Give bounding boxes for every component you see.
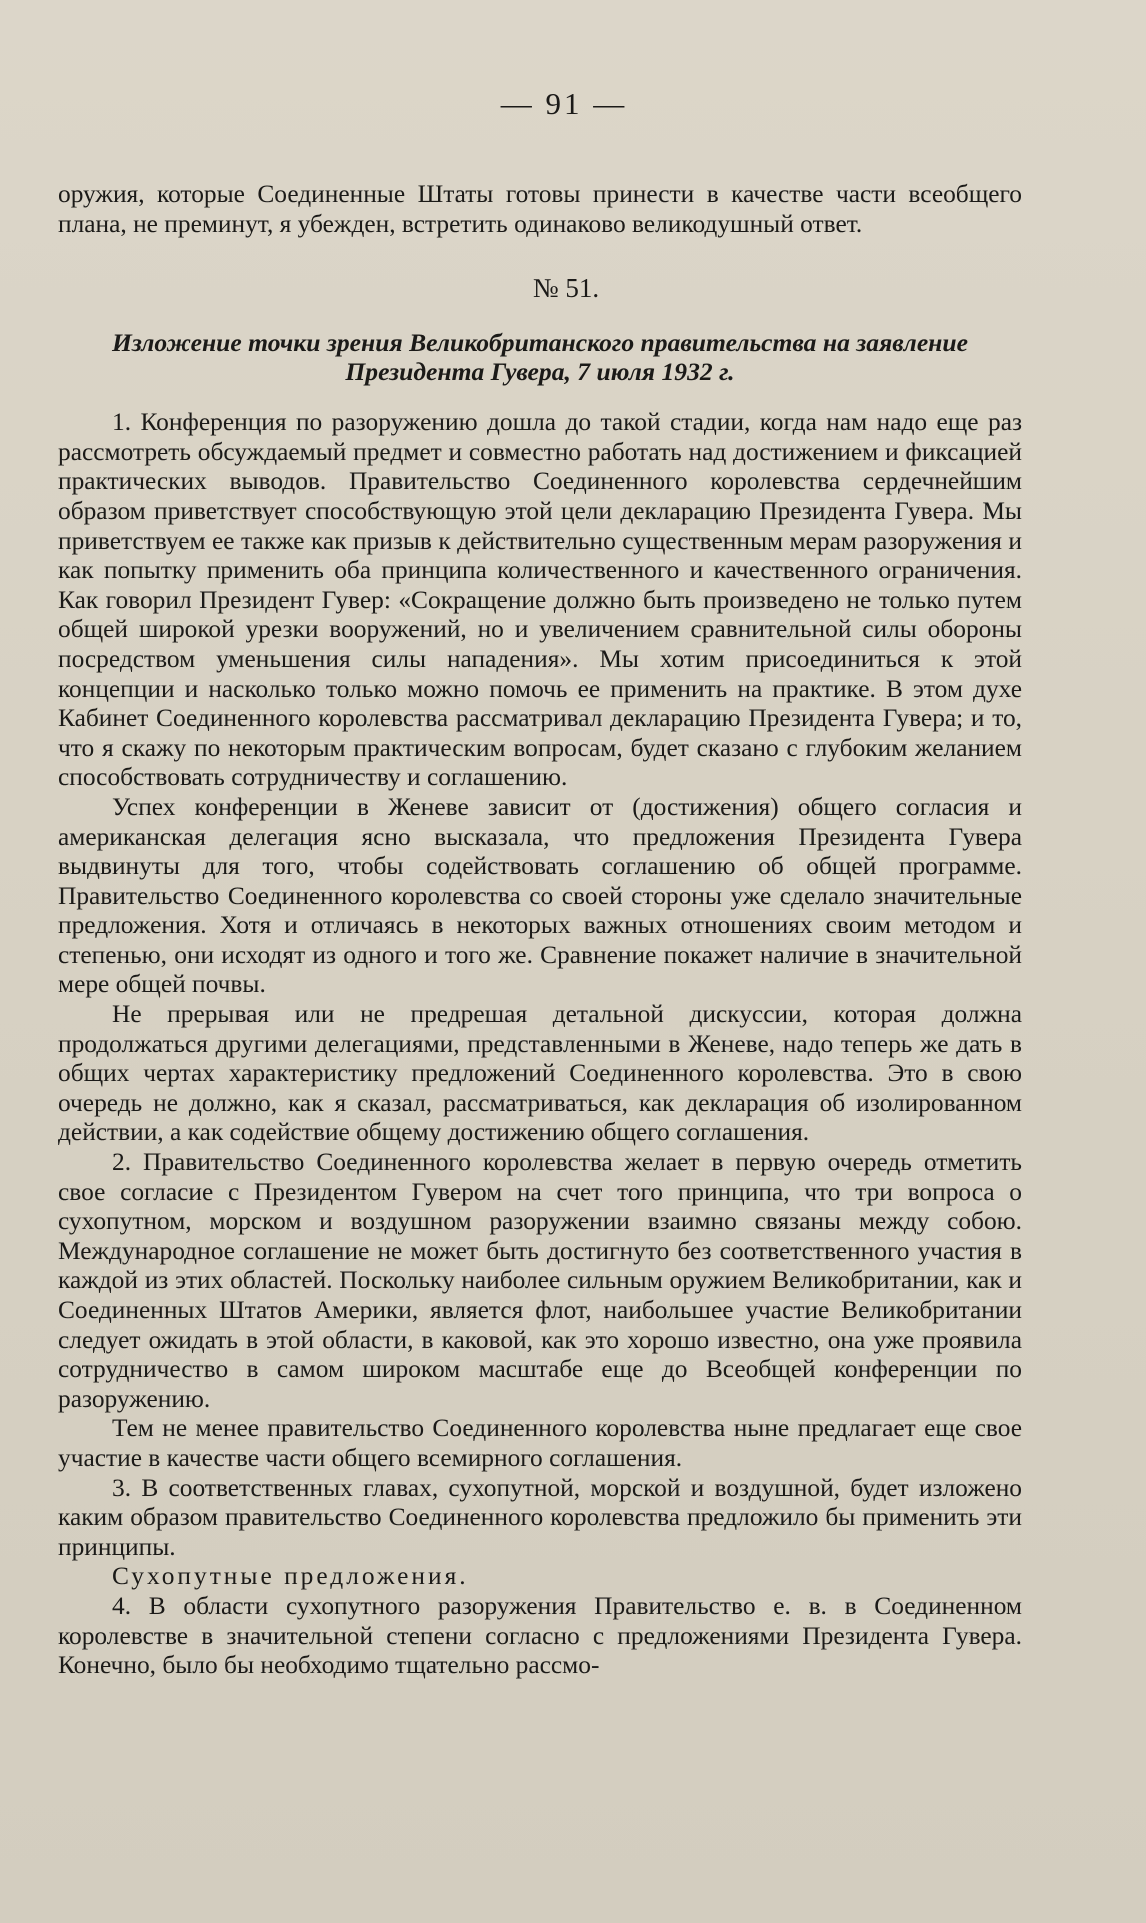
page-number: — 91 — [500, 86, 628, 121]
document-number: № 51. [532, 273, 600, 304]
paragraph-2: Успех конференции в Женеве зависит от (достижения) общего согласия и американская делегация ясно высказала, что предложения Президента Гувера выдвинуты для того, чтобы содействовать соглашению об общей программе. Правительство Соединенного королевства со своей стороны уже сделало значительные предложения. Хотя и отличаясь в некоторых важных отношениях своим методом и степенью, они исходят из одного и того же. Сравнение покажет наличие в значительной мере общей почвы. [58, 792, 1022, 999]
paragraph-1: 1. Конференция по разоружению дошла до такой стадии, когда нам надо еще раз рассмотреть обсуждаемый предмет и совместно работать над достижением и фиксацией практических выводов. Правительство Соединенного королевства сердечнейшим образом приветствует способствующую этой цели декларацию Президента Гувера. Мы приветствуем ее также как призыв к действительно существенным мерам разоружения и как попытку применить оба принципа количественного и качественного ограничения. Как говорил Президент Гувер: «Сокращение должно быть произведено не только путем общей широкой урезки вооружений, но и увеличением сравнительной силы обороны посредством уменьшения силы нападения». Мы хотим присоединиться к этой концепции и насколько только можно помочь ее применить на практике. В этом духе Кабинет Соединенного королевства рассматривал декларацию Президента Гувера; и то, что я скажу по некоторым практическим вопросам, будет сказано с глубоким желанием способствовать сотрудничеству и соглашению. [58, 408, 1022, 792]
document-title: Изложение точки зрения Великобританского правительства на заявление Президента Гувера, 7 июля 1932 г. [112, 328, 968, 387]
intro-paragraph: оружия, которые Соединенные Штаты готовы принести в качестве части всеобщего плана, не преминут, я убежден, встретить одинаково великодушный ответ. [58, 180, 1022, 238]
paragraph-3: Не прерывая или не предрешая детальной дискуссии, которая должна продолжаться другими делегациями, представленными в Женеве, надо теперь же дать в общих чертах характеристику предложений Соединенного королевства. Это в свою очередь не должно, как я сказал, рассматриваться, как декларация об изолированном действии, а как содействие общему достижению общего соглашения. [58, 1000, 1022, 1147]
paragraph-5: Тем не менее правительство Соединенного королевства ныне предлагает еще свое участие в качестве части общего всемирного соглашения. [58, 1414, 1022, 1472]
paragraph-8: 4. В области сухопутного разоружения Правительство е. в. в Соединенном королевстве в значительной степени согласно с предложениями Президента Гувера. Конечно, было бы необходимо тщательно рассмо- [58, 1591, 1022, 1680]
paragraph-6: 3. В соответственных главах, сухопутной, морской и воздушной, будет изложено каким образом правительство Соединенного королевства предложило бы применить эти принципы. [58, 1473, 1022, 1561]
paragraph-4: 2. Правительство Соединенного королевства желает в первую очередь отметить свое согласие с Президентом Гувером на счет того принципа, что три вопроса о сухопутном, морском и воздушном разоружении взаимно связаны между собою. Международное соглашение не может быть достигнуто без соответственного участия в каждой из этих областей. Поскольку наиболее сильным оружием Великобритании, как и Соединенных Штатов Америки, является флот, наибольшее участие Великобритании следует ожидать в этой области, в каковой, как это хорошо известно, она уже проявила сотрудничество в самом широком масштабе еще до Всеобщей конференции по разоружению. [58, 1148, 1022, 1413]
section-heading: Сухопутные предложения. [112, 1562, 469, 1591]
